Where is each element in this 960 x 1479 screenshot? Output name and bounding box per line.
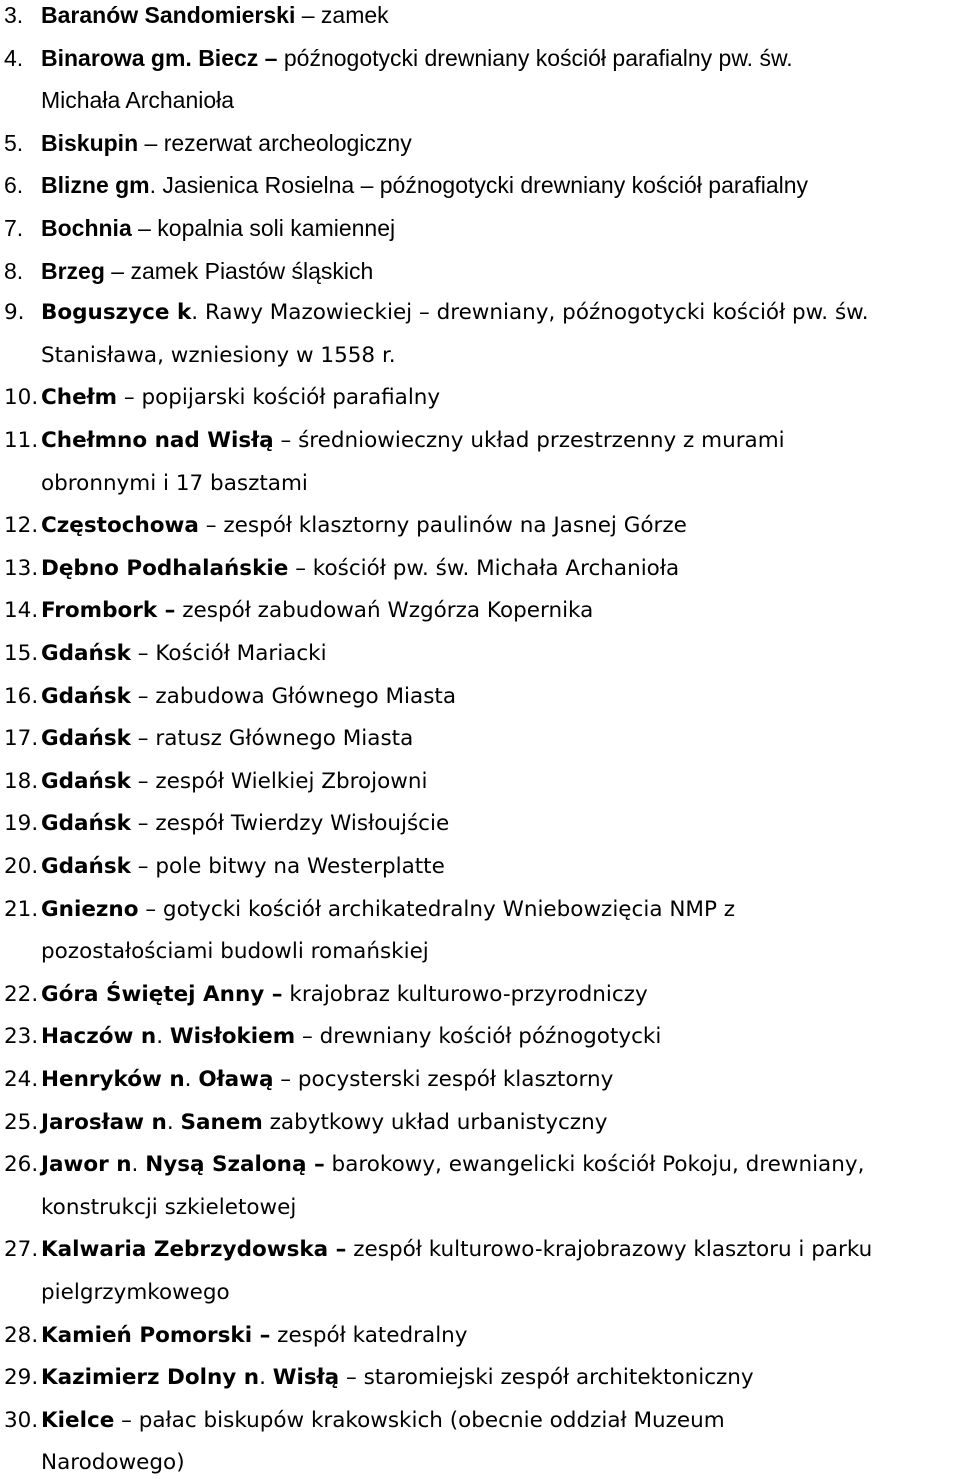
- item-number: 22.: [4, 981, 39, 1007]
- item-number: 9.: [4, 300, 25, 326]
- item-number: 30.: [4, 1407, 39, 1433]
- place-name: Jawor n: [41, 1152, 132, 1178]
- place-description: – pocysterski zespół klasztorny: [273, 1067, 614, 1092]
- place-name: Gdańsk: [41, 811, 131, 837]
- place-name: Blizne gm: [41, 172, 150, 199]
- item-text-line: [41, 428, 785, 454]
- place-description: pozostałościami budowli romańskiej: [41, 939, 429, 965]
- place-description: – kościół pw. św. Michała Archanioła: [288, 555, 680, 581]
- place-name: Baranów Sandomierski: [41, 2, 296, 28]
- place-name: Gdańsk: [41, 768, 131, 794]
- item-text-line: [41, 1280, 230, 1306]
- place-description: – rezerwat archeologiczny: [138, 129, 412, 156]
- item-number: 12.: [4, 513, 39, 539]
- place-description: późnogotycki drewniany kościół parafialny pw. św.: [277, 44, 793, 71]
- item-number: 15.: [4, 641, 39, 666]
- place-name: Gniezno: [41, 896, 139, 922]
- item-text-line: [41, 2, 389, 28]
- place-name: Chełm: [41, 385, 118, 411]
- place-description: .: [184, 1067, 199, 1092]
- item-text-line: [41, 1152, 864, 1178]
- place-description: .: [156, 1024, 170, 1050]
- place-description: – zamek: [295, 2, 389, 28]
- place-description: – popijarski kościół parafialny: [117, 385, 441, 411]
- place-description: .: [259, 1365, 273, 1391]
- item-text-line: [41, 598, 593, 624]
- item-text-line: [41, 45, 793, 71]
- item-number: 25.: [4, 1109, 39, 1135]
- place-name: Wisłokiem: [169, 1024, 296, 1050]
- place-description: – pole bitwy na Westerplatte: [130, 854, 445, 879]
- item-text-line: [41, 769, 427, 795]
- item-text-line: [41, 385, 440, 411]
- item-text-line: [41, 87, 234, 113]
- place-description: . Rawy Mazowieckiej – drewniany, późnogotycki kościół pw. św.: [191, 300, 869, 326]
- item-text-line: [41, 1067, 613, 1093]
- place-name: Haczów n: [41, 1024, 157, 1050]
- item-text-line: [41, 513, 687, 539]
- item-number: 27.: [4, 1237, 39, 1263]
- item-text-line: [41, 1110, 607, 1136]
- place-name: Gdańsk: [41, 854, 131, 879]
- item-number: 29.: [4, 1365, 39, 1391]
- place-name: Nysą Szaloną –: [145, 1152, 325, 1178]
- place-name: Frombork –: [41, 598, 176, 624]
- place-description: – ratusz Głównego Miasta: [130, 726, 414, 752]
- item-text-line: [41, 726, 413, 752]
- place-description: konstrukcji szkieletowej: [41, 1194, 297, 1220]
- place-name: Wisłą: [272, 1365, 340, 1391]
- place-description: barokowy, ewangelicki kościół Pokoju, drewniany,: [324, 1152, 865, 1178]
- place-name: Gdańsk: [41, 726, 131, 752]
- item-number: 23.: [4, 1024, 39, 1050]
- item-number: 28.: [4, 1322, 39, 1348]
- item-number: 7.: [4, 215, 24, 241]
- place-description: – zamek Piastów śląskich: [104, 257, 374, 284]
- place-name: Kamień Pomorski –: [41, 1322, 271, 1348]
- item-text-line: [41, 172, 808, 198]
- place-name: Gdańsk: [41, 683, 131, 709]
- item-text-line: [41, 1450, 185, 1476]
- place-name: Kielce: [41, 1407, 115, 1433]
- place-name: Henryków n: [41, 1067, 185, 1092]
- item-number: 19.: [4, 811, 39, 837]
- place-description: krajobraz kulturowo-przyrodniczy: [282, 981, 648, 1007]
- item-number: 26.: [4, 1152, 39, 1178]
- item-text-line: [41, 982, 648, 1008]
- item-number: 21.: [4, 896, 39, 922]
- place-name: Brzeg: [41, 257, 105, 284]
- place-name: Sanem: [180, 1109, 263, 1135]
- place-name: Binarowa gm. Biecz –: [41, 44, 278, 71]
- item-number: 10.: [4, 385, 39, 411]
- place-description: zespół kulturowo-krajobrazowy klasztoru i parku: [346, 1237, 873, 1263]
- place-description: – zespół Twierdzy Wisłoujście: [130, 811, 450, 837]
- place-name: Częstochowa: [41, 513, 199, 539]
- item-number: 14.: [4, 598, 39, 624]
- item-number: 5.: [4, 129, 24, 156]
- item-number: 3.: [4, 2, 24, 28]
- place-name: Jarosław n: [41, 1109, 167, 1135]
- place-description: – średniowieczny układ przestrzenny z murami: [273, 428, 785, 453]
- item-text-line: [41, 939, 429, 965]
- item-text-line: [41, 641, 327, 667]
- item-text-line: [41, 300, 869, 326]
- item-text-line: [41, 215, 395, 241]
- place-description: zespół katedralny: [270, 1322, 468, 1348]
- place-name: Kalwaria Zebrzydowska –: [41, 1237, 347, 1263]
- item-text-line: [41, 343, 396, 369]
- item-text-line: [41, 1024, 661, 1050]
- place-description: Stanisława, wzniesiony w 1558 r.: [41, 342, 396, 368]
- place-name: Dębno Podhalańskie: [41, 555, 289, 581]
- item-number: 11.: [4, 428, 39, 453]
- place-name: Oławą: [198, 1067, 274, 1092]
- item-number: 20.: [4, 854, 39, 879]
- place-description: Narodowego): [41, 1450, 185, 1476]
- place-name: Bochnia: [41, 215, 132, 241]
- item-number: 6.: [4, 172, 24, 199]
- item-text-line: [41, 1408, 725, 1434]
- item-text-line: [41, 897, 735, 923]
- place-description: – kopalnia soli kamiennej: [131, 215, 396, 241]
- item-text-line: [41, 811, 449, 837]
- place-description: zabytkowy układ urbanistyczny: [262, 1109, 608, 1135]
- place-description: – zespół klasztorny paulinów na Jasnej Górze: [198, 513, 687, 539]
- item-number: 16.: [4, 683, 39, 709]
- item-text-line: [41, 1365, 754, 1391]
- item-text-line: [41, 258, 373, 284]
- place-description: obronnymi i 17 basztami: [41, 470, 308, 496]
- item-text-line: [41, 1323, 468, 1349]
- item-text-line: [41, 684, 456, 710]
- place-description: pielgrzymkowego: [41, 1279, 230, 1305]
- place-description: Michała Archanioła: [41, 87, 235, 114]
- place-description: – zabudowa Głównego Miasta: [130, 683, 457, 709]
- item-text-line: [41, 556, 679, 582]
- place-description: – gotycki kościół archikatedralny Wniebowzięcia NMP z: [138, 896, 736, 922]
- place-description: – pałac biskupów krakowskich (obecnie oddział Muzeum: [114, 1407, 725, 1433]
- place-description: – zespół Wielkiej Zbrojowni: [130, 768, 428, 794]
- place-description: .: [166, 1109, 181, 1135]
- place-name: Biskupin: [41, 129, 139, 156]
- place-name: Boguszyce k: [41, 300, 192, 326]
- item-number: 24.: [4, 1067, 39, 1092]
- item-text-line: [41, 854, 445, 880]
- item-text-line: [41, 130, 412, 156]
- item-number: 18.: [4, 768, 39, 794]
- place-name: Kazimierz Dolny n: [41, 1365, 260, 1391]
- place-description: – drewniany kościół późnogotycki: [295, 1024, 662, 1050]
- item-number: 13.: [4, 555, 39, 581]
- place-description: – staromiejski zespół architektoniczny: [339, 1365, 754, 1391]
- place-description: .: [131, 1152, 146, 1178]
- place-description: – Kościół Mariacki: [130, 641, 327, 666]
- item-text-line: [41, 1237, 872, 1263]
- item-number: 8.: [4, 257, 24, 284]
- item-number: 17.: [4, 726, 39, 752]
- place-name: Gdańsk: [41, 641, 131, 666]
- place-description: . Jasienica Rosielna – późnogotycki drewniany kościół parafialny: [149, 172, 809, 199]
- place-name: Chełmno nad Wisłą: [41, 428, 274, 453]
- item-text-line: [41, 1195, 296, 1221]
- place-description: zespół zabudowań Wzgórza Kopernika: [175, 598, 594, 624]
- item-text-line: [41, 471, 308, 497]
- place-name: Góra Świętej Anny –: [41, 981, 283, 1007]
- item-number: 4.: [4, 44, 24, 71]
